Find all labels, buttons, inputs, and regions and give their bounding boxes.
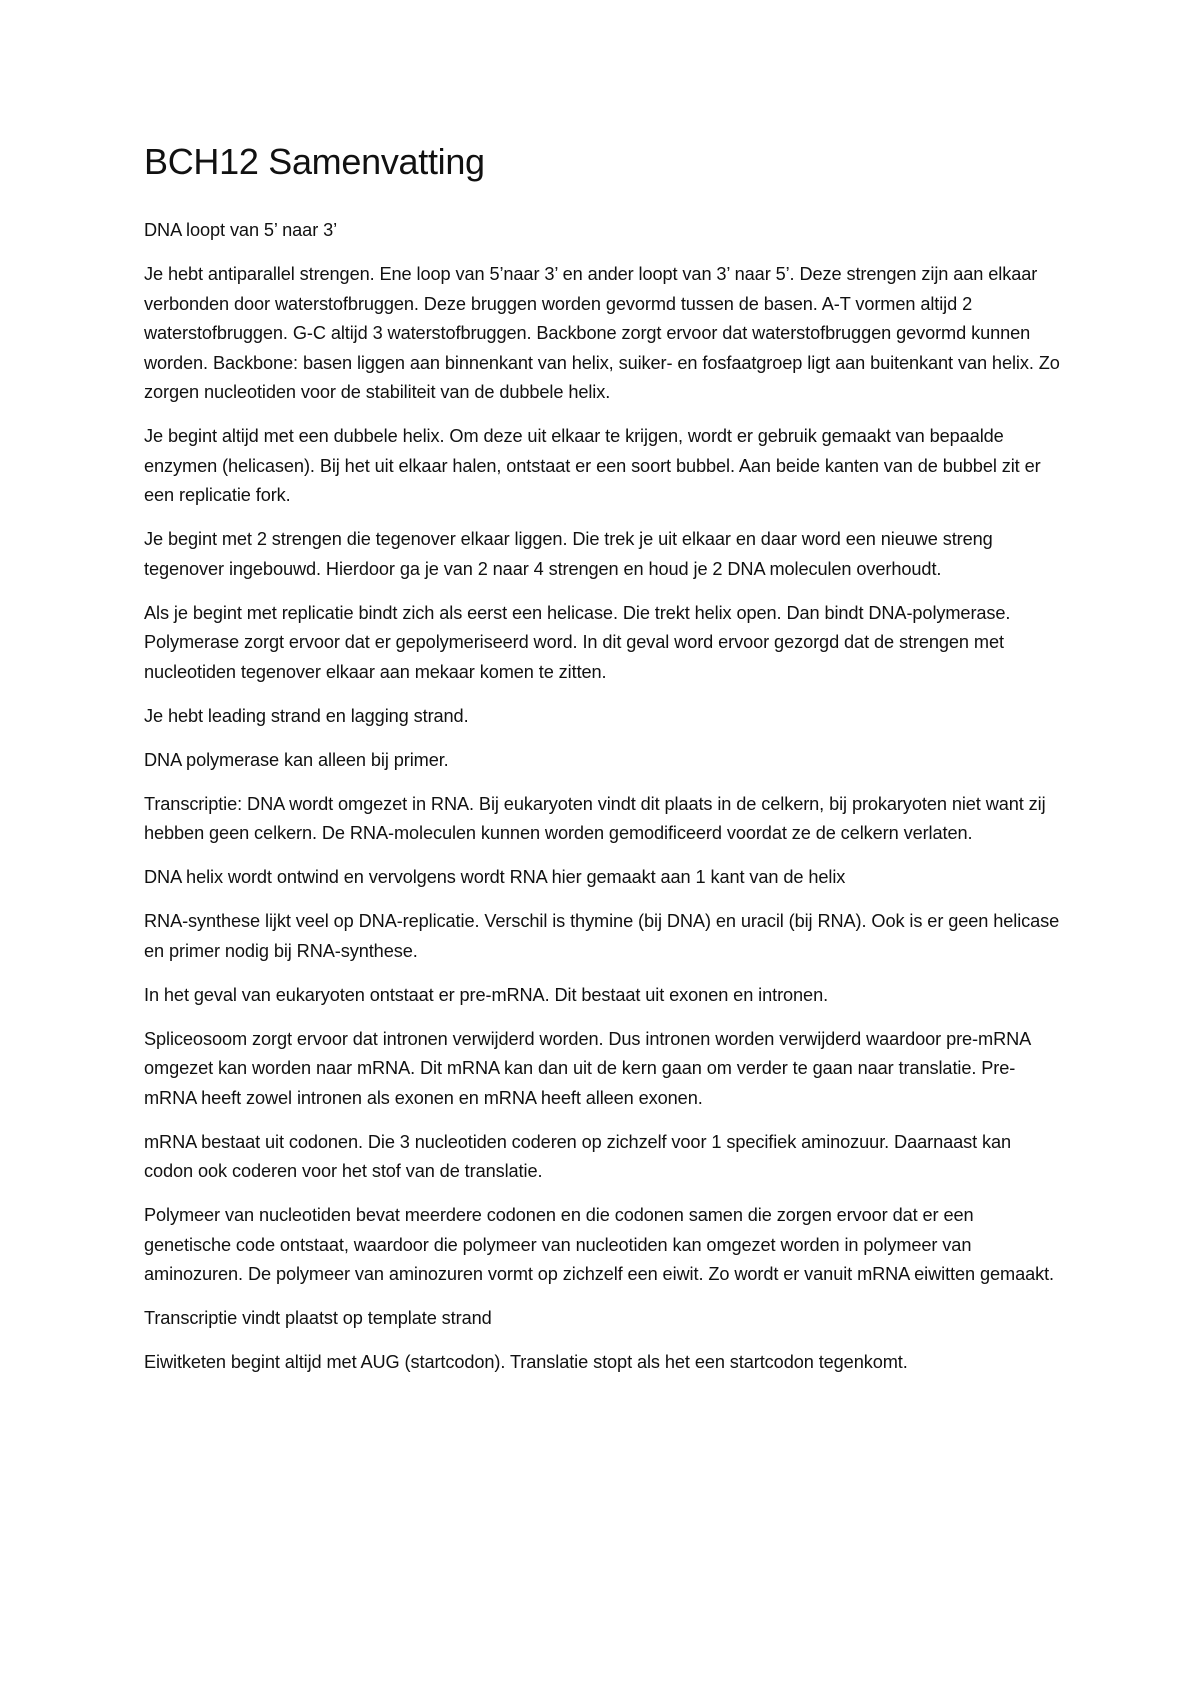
- paragraph: DNA polymerase kan alleen bij primer.: [144, 749, 449, 770]
- paragraph: Spliceosoom zorgt ervoor dat intronen verwijderd worden. Dus intronen worden verwijderd waardoor pre-mRNA omgezet kan worden naar mRNA. Dit mRNA kan dan uit de kern gaan om verder te gaan naar translatie. Pre-mRNA heeft zowel intronen als exonen en mRNA heeft alleen exonen.: [144, 1028, 1031, 1108]
- paragraph: Je hebt leading strand en lagging strand.: [144, 705, 469, 726]
- paragraph: Transcriptie vindt plaatst op template strand: [144, 1308, 492, 1328]
- paragraph: Polymeer van nucleotiden bevat meerdere codonen en die codonen samen die zorgen ervoor dat er een genetische code ontstaat, waardoor die polymeer van nucleotiden kan omgezet worden in polymeer van aminozuren. De polymeer van aminozuren vormt op zichzelf een eiwit. Zo wordt er vanuit mRNA eiwitten gemaakt.: [144, 1205, 1054, 1284]
- paragraph: DNA helix wordt ontwind en vervolgens wordt RNA hier gemaakt aan 1 kant van de helix: [144, 867, 846, 887]
- paragraph: Je hebt antiparallel strengen. Ene loop van 5’naar 3’ en ander loopt van 3’ naar 5’. Deze strengen zijn aan elkaar verbonden door waterstofbruggen. Deze bruggen worden gevormd tussen de basen. A-T vormen altijd 2 waterstofbruggen. G-C altijd 3 waterstofbruggen. Backbone zorgt ervoor dat waterstofbruggen gevormd kunnen worden. Backbone: basen liggen aan binnenkant van helix, suiker- en fosfaatgroep ligt aan buitenkant van helix. Zo zorgen nucleotiden voor de stabiliteit van de dubbele helix.: [144, 264, 1060, 402]
- paragraph: Je begint met 2 strengen die tegenover elkaar liggen. Die trek je uit elkaar en daar word een nieuwe streng tegenover ingebouwd. Hierdoor ga je van 2 naar 4 strengen en houd je 2 DNA moleculen overhoudt.: [144, 529, 993, 579]
- paragraph: In het geval van eukaryoten ontstaat er pre-mRNA. Dit bestaat uit exonen en intronen.: [144, 984, 829, 1005]
- document-page: [144, 140, 1064, 1392]
- paragraph: Als je begint met replicatie bindt zich als eerst een helicase. Die trekt helix open. Dan bindt DNA-polymerase. Polymerase zorgt ervoor dat er gepolymeriseerd word. In dit geval word ervoor gezorgd dat de strengen met nucleotiden tegenover elkaar aan mekaar komen te zitten.: [144, 602, 1011, 682]
- document-title: BCH12 Samenvatting: [144, 141, 485, 182]
- paragraph: Transcriptie: DNA wordt omgezet in RNA. Bij eukaryoten vindt dit plaats in de celkern, bij prokaryoten niet want zij hebben geen celkern. De RNA-moleculen kunnen worden gemodificeerd voordat ze de celkern verlaten.: [144, 793, 1046, 843]
- paragraph: RNA-synthese lijkt veel op DNA-replicatie. Verschil is thymine (bij DNA) en uracil (bij RNA). Ook is er geen helicase en primer nodig bij RNA-synthese.: [144, 911, 1060, 961]
- paragraph: mRNA bestaat uit codonen. Die 3 nucleotiden coderen op zichzelf voor 1 specifiek aminozuur. Daarnaast kan codon ook coderen voor het stof van de translatie.: [144, 1131, 1012, 1181]
- paragraph: DNA loopt van 5’ naar 3’: [144, 220, 338, 240]
- paragraph: Eiwitketen begint altijd met AUG (startcodon). Translatie stopt als het een startcodon tegenkomt.: [144, 1352, 908, 1372]
- paragraph: Je begint altijd met een dubbele helix. Om deze uit elkaar te krijgen, wordt er gebruik gemaakt van bepaalde enzymen (helicasen). Bij het uit elkaar halen, ontstaat er een soort bubbel. Aan beide kanten van de bubbel zit er een replicatie fork.: [144, 426, 1041, 505]
